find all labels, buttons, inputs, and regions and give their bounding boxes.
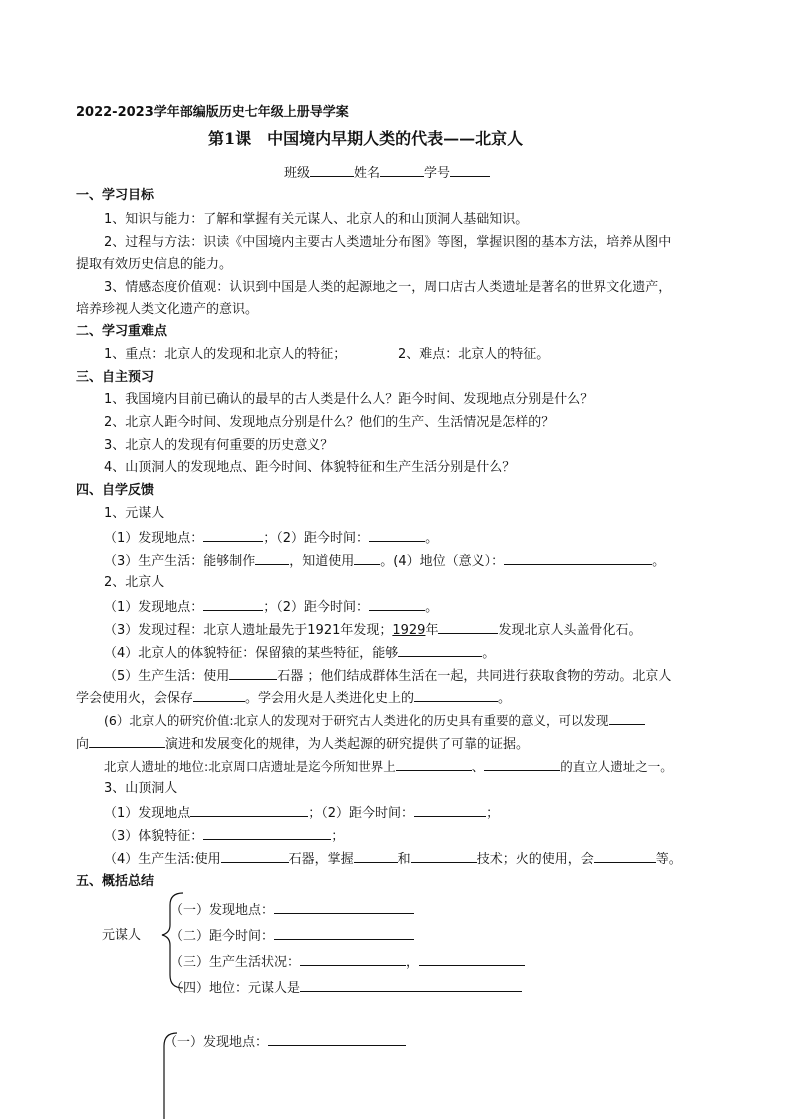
yuanmou-time-blank[interactable] [369,528,425,542]
beijing-tool-blank[interactable] [229,666,277,680]
key-point: 1、重点：北京人的发现和北京人的特征； [104,347,347,362]
shanding-row-3: （4）生产生活:使用 石器，掌握 和 技术；火的使用，会 等。 [104,849,682,869]
shanding-time-blank[interactable] [414,803,486,817]
summary-yuanmou-life-blank-1[interactable] [300,952,406,966]
summary-yuanmou-life-blank-2[interactable] [419,952,525,966]
section-3-heading: 三、自主预习 [76,370,155,385]
doc-header: 2022-2023学年部编版历史七年级上册导学案 [76,105,349,120]
beijing-row-4b: 学会使用火，会保存 。学会用火是人类进化史上的 。 [76,688,511,708]
student-info [284,163,490,183]
preview-q1: 1、我国境内目前已确认的最早的古人类是什么人？距今时间、发现地点分别是什么？ [104,392,594,407]
beijing-milestone-blank[interactable] [414,688,498,702]
beijing-row-6: (6）北京人的研究价值:北京人的发现对于研究古人类进化的历史具有重要的意义，可以发现 [104,711,645,730]
name-label: 姓名 [354,166,381,181]
shanding-site-blank[interactable] [190,803,308,817]
lesson-title: 第1课 中国境内早期人类的代表——北京人 [208,129,524,148]
beijing-time-blank[interactable] [369,597,425,611]
shanding-fire-blank[interactable] [594,849,656,863]
beijing-row-1: （1）发现地点： ；（2）距今时间： 。 [104,597,438,617]
shanding-subheading: 3、山顶洞人 [104,781,178,796]
shanding-skill-blank-1[interactable] [354,849,398,863]
yuanmou-make-blank[interactable] [255,551,289,565]
beijing-row-3: （4）北京人的体貌特征：保留猿的某些特征，能够 。 [104,643,495,663]
summary-yuanmou-time: （二）距今时间： [170,926,414,946]
goal-1: 1、知识与能力：了解和掌握有关元谋人、北京人的和山顶洞人基础知识。 [104,212,529,227]
preview-q3: 3、北京人的发现有何重要的历史意义？ [104,438,334,453]
difficult-point: 2、难点：北京人的特征。 [398,347,550,362]
beijing-discoverer-blank[interactable] [438,620,498,634]
preview-q2: 2、北京人距今时间、发现地点分别是什么？他们的生产、生活情况是怎样的？ [104,415,555,430]
year-1929: 1929 [392,623,426,638]
section-4-heading: 四、自学反馈 [76,483,155,498]
section-5-heading: 五、概括总结 [76,874,155,889]
yuanmou-use-blank[interactable] [354,551,380,565]
beijing-site-status: 北京人遗址的地位:北京周口店遗址是迄今所知世界上 、 的直立人遗址之一。 [104,759,673,774]
shanding-tool-blank[interactable] [221,849,289,863]
goal-2-line2: 提取有效历史信息的能力。 [76,257,233,272]
beijing-row-2: （3）发现过程：北京人遗址最先于1921年发现；1929年 发现北京人头盖骨化石。 [104,620,641,640]
shanding-feature-blank[interactable] [203,826,331,840]
class-blank[interactable] [310,163,354,177]
yuanmou-row-1: （1）发现地点： ；（2）距今时间： 。 [104,528,438,548]
summary-yuanmou-label: 元谋人 [102,928,142,943]
goal-3-line2: 培养珍视人类文化遗产的意识。 [76,302,259,317]
beijing-from-blank[interactable] [609,711,645,725]
yuanmou-site-blank[interactable] [203,528,263,542]
yuanmou-row-2: （3）生产生活：能够制作 ，知道使用 。(4）地位（意义）： 。 [104,551,665,571]
beijing-site-blank[interactable] [203,597,263,611]
summary-yuanmou-status: （四）地位：元谋人是 [170,978,522,998]
preview-q4: 4、山顶洞人的发现地点、距今时间、体貌特征和生产生活分别是什么？ [104,460,516,475]
summary-beijing-site-blank[interactable] [268,1032,406,1046]
beijing-to-blank[interactable] [89,734,165,748]
beijing-row-4: （5）生产生活：使用 石器 ；他们结成群体生活在一起，共同进行获取食物的劳动。北京人 [104,666,671,686]
summary-yuanmou-site-blank[interactable] [274,900,414,914]
number-label: 学号 [424,166,451,181]
site-status-blank-2[interactable] [484,757,560,771]
beijing-ability-blank[interactable] [398,643,482,657]
class-label: 班级 [284,166,311,181]
number-blank[interactable] [450,163,490,177]
site-status-blank-1[interactable] [396,757,472,771]
goal-3-line1: 3、情感态度价值观：认识到中国是人类的起源地之一，周口店古人类遗址是著名的世界文化遗产， [104,280,672,295]
beijing-subheading: 2、北京人 [104,575,165,590]
beijing-row-6b: 向 演进和发展变化的规律，为人类起源的研究提供了可靠的证据。 [76,734,529,754]
summary-yuanmou-site: （一）发现地点： [170,900,414,920]
section-1-heading: 一、学习目标 [76,188,155,203]
shanding-skill-blank-2[interactable] [411,849,477,863]
yuanmou-status-blank[interactable] [504,551,652,565]
goal-2-line1: 2、过程与方法：识读《中国境内主要古人类遗址分布图》等图，掌握识图的基本方法，培养从图中 [104,235,672,250]
summary-yuanmou-status-blank[interactable] [300,978,522,992]
shanding-row-2: （3）体貌特征： ； [104,826,344,846]
section-2-heading: 二、学习重难点 [76,324,168,339]
shanding-row-1: （1）发现地点 ；（2）距今时间： ； [104,803,499,823]
summary-yuanmou-time-blank[interactable] [274,926,414,940]
beijing-keep-blank[interactable] [193,688,245,702]
yuanmou-subheading: 1、元谋人 [104,506,165,521]
summary-beijing-site: （一）发现地点： [164,1032,406,1052]
summary-yuanmou-life: （三）生产生活状况： ， [170,952,525,972]
name-blank[interactable] [380,163,424,177]
